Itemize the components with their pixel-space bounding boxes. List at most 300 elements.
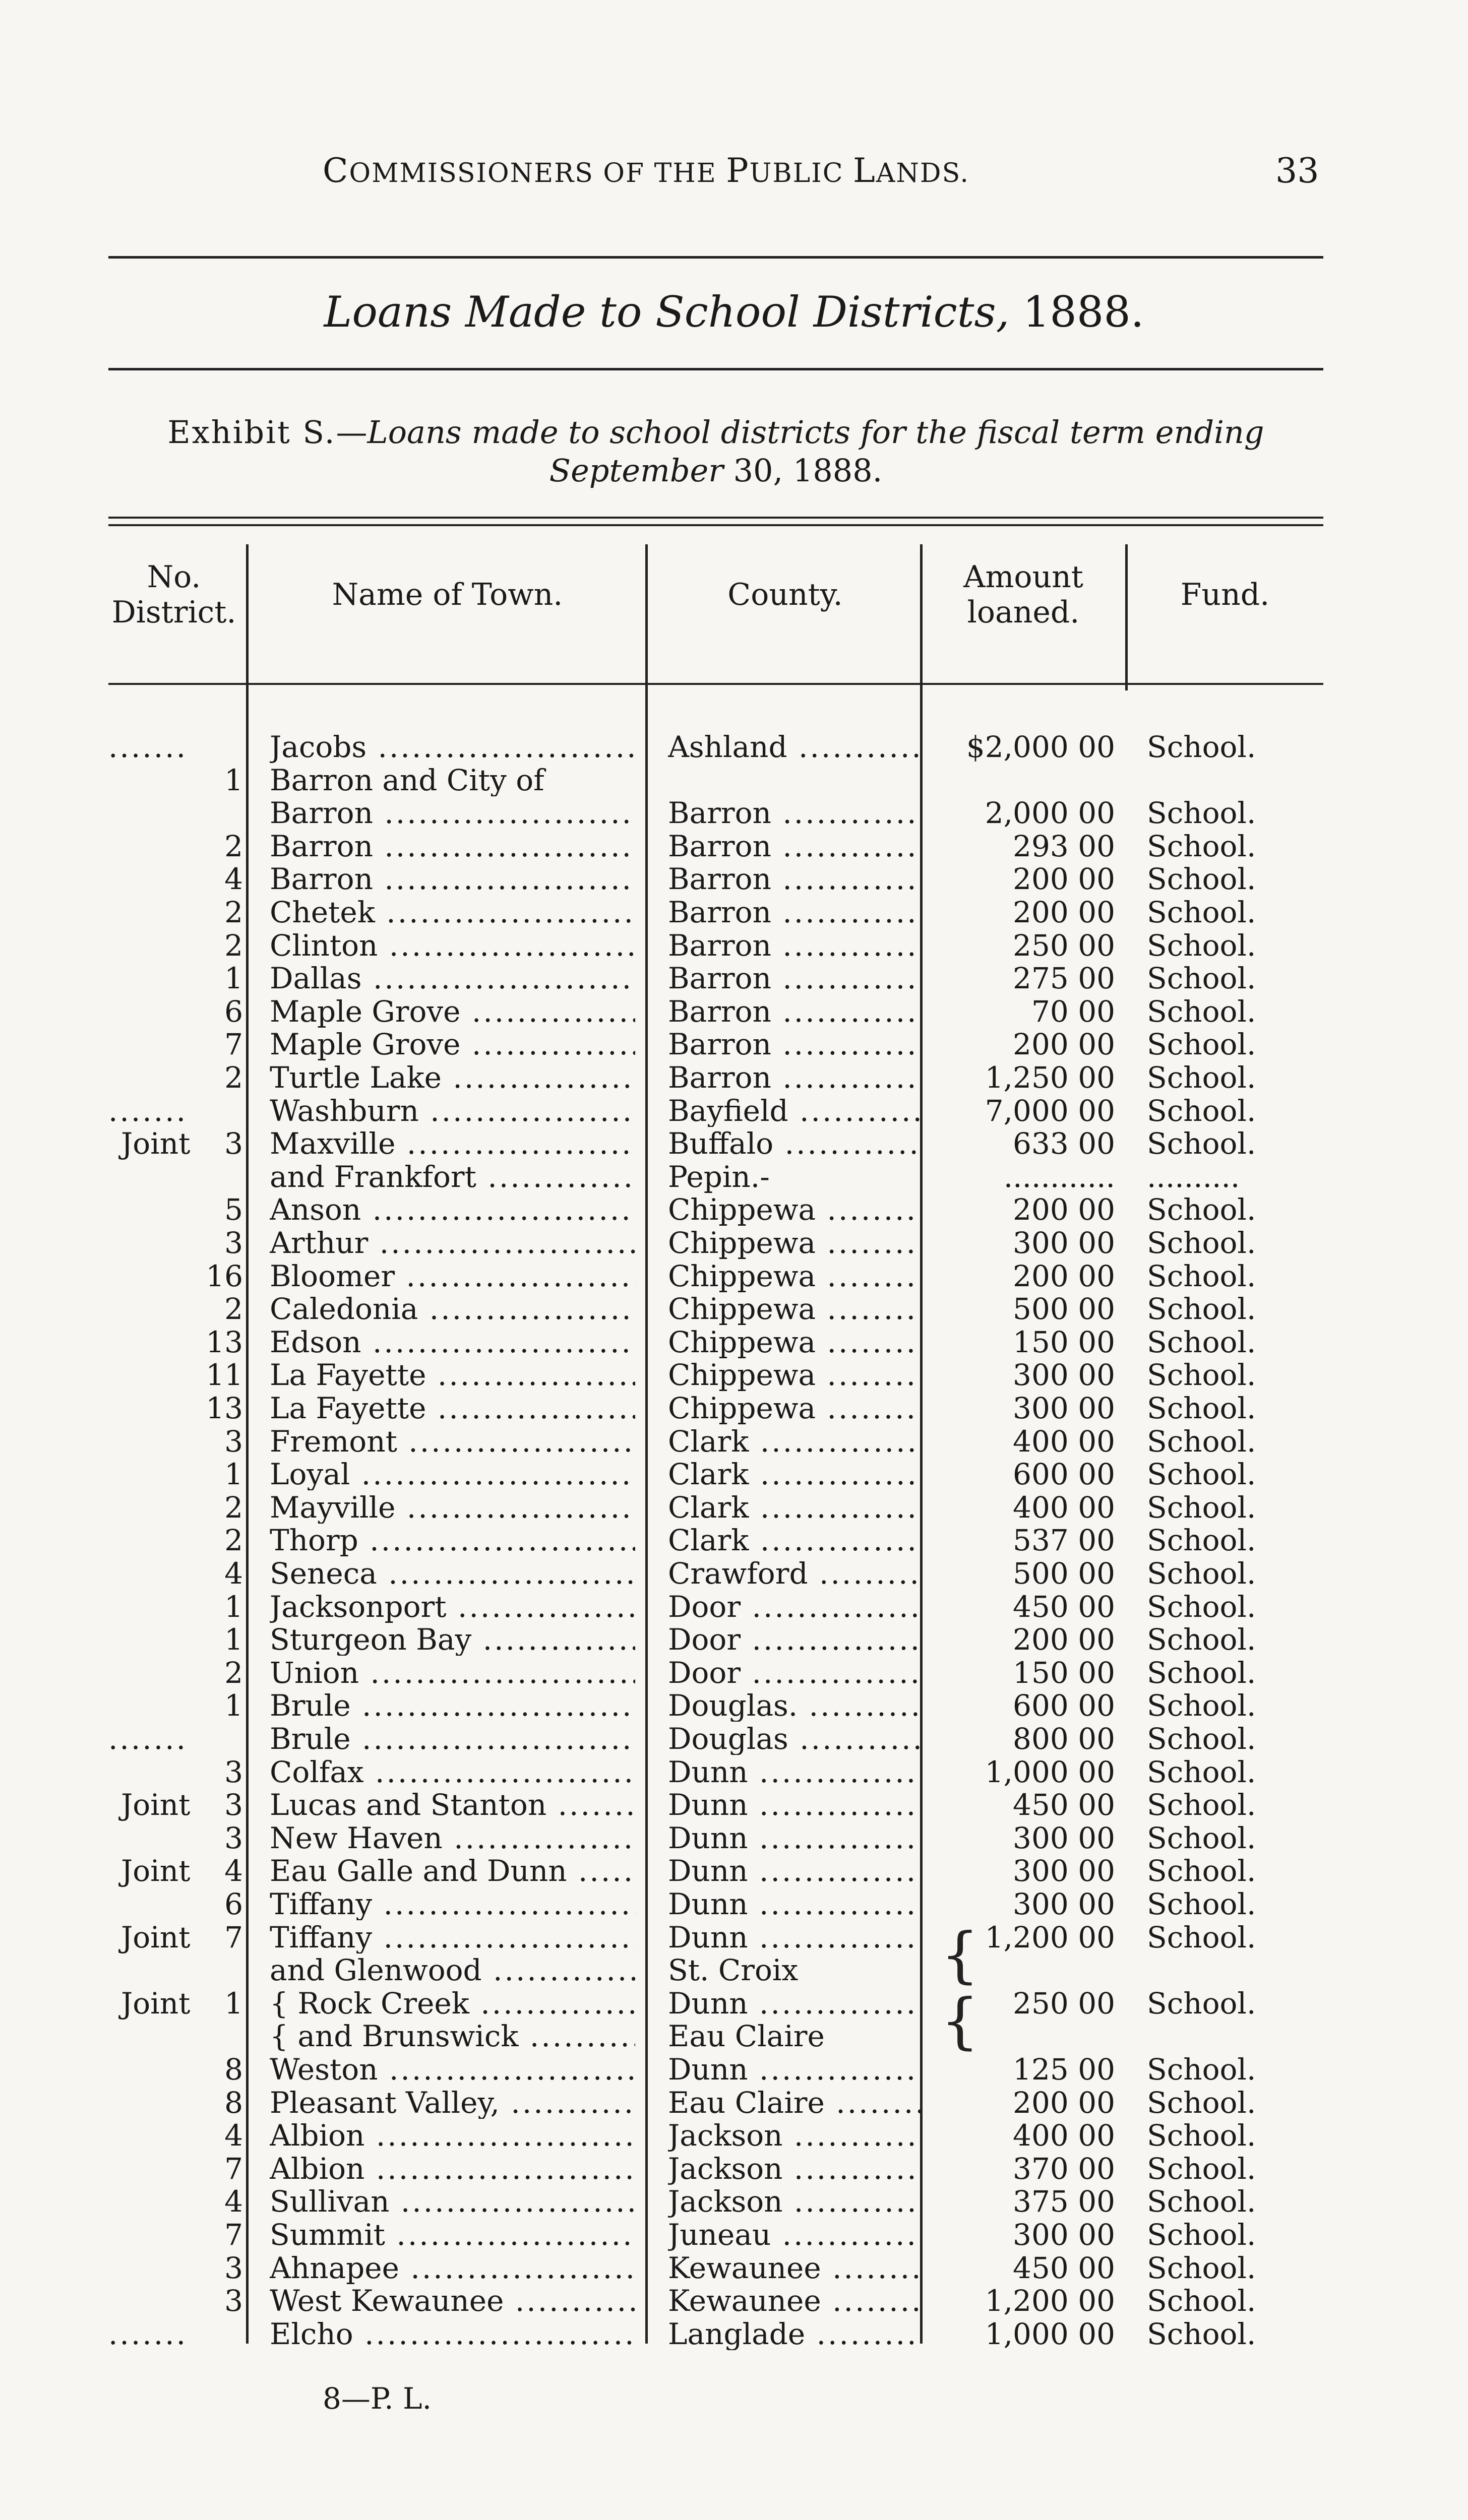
table-row [0, 1623, 1468, 1656]
district-number: ....... [108, 2316, 188, 2351]
county-name: Dunn ..... [668, 1822, 920, 1854]
town-name: Caledonia ..... [270, 1293, 635, 1325]
table-row [0, 1822, 1468, 1854]
grouping-brace: { [941, 1920, 980, 1990]
town-name: Lucas and Stanton ..... [270, 1789, 635, 1821]
county-name: Dunn ..... [668, 1987, 920, 2020]
district-number: 7 [224, 2151, 243, 2186]
fund-name: School. [1147, 1391, 1256, 1425]
district-number: 5 [224, 1192, 243, 1227]
table-row [0, 2252, 1468, 2284]
county-name: Dunn ..... [668, 1789, 920, 1821]
table-row [0, 2219, 1468, 2251]
amount-loaned: 200 00 [1013, 1027, 1115, 1062]
fund-name: School. [1147, 2118, 1256, 2153]
amount-loaned: 450 00 [1013, 1788, 1115, 1822]
town-name: Mayville ..... [270, 1491, 635, 1524]
district-number: 2 [224, 1292, 243, 1327]
town-name: Edson ..... [270, 1326, 635, 1358]
exhibit-caption: Exhibit S.—Loans made to school districts for the fiscal term ending September 30, 1888. [167, 414, 1264, 489]
district-number: 1 [224, 1457, 243, 1492]
amount-loaned: 200 00 [1013, 1192, 1115, 1227]
county-name: Door ..... [668, 1623, 920, 1656]
district-number: 6 [224, 994, 243, 1029]
district-number: 3 [224, 1788, 243, 1822]
district-number: 1 [224, 1589, 243, 1624]
amount-loaned: 1,200 00 [985, 1920, 1115, 1955]
town-name: Maple Grove ..... [270, 995, 635, 1028]
amount-loaned: 600 00 [1013, 1457, 1115, 1492]
fund-name: School. [1147, 2284, 1256, 2318]
district-number: 2 [224, 1655, 243, 1690]
table-top-rule-2 [108, 524, 1323, 526]
county-name: Chippewa ..... [668, 1359, 920, 1391]
table-row [0, 1293, 1468, 1325]
table-row [0, 2119, 1468, 2152]
town-name: and Glenwood ..... [270, 1954, 635, 1986]
table-row [0, 896, 1468, 928]
county-name: Douglas. ..... [668, 1689, 920, 1722]
town-name: { Rock Creek ..... [270, 1987, 635, 2020]
district-number: 3 [224, 2250, 243, 2285]
district-number: 13 [206, 1325, 243, 1359]
district-number: 4 [224, 2118, 243, 2153]
district-number: ....... [108, 1722, 188, 1756]
amount-loaned: 200 00 [1013, 862, 1115, 897]
table-row [0, 1260, 1468, 1292]
county-name: Jackson ..... [668, 2185, 920, 2218]
district-number: 2 [224, 928, 243, 963]
amount-loaned: 800 00 [1013, 1722, 1115, 1756]
amount-loaned: 500 00 [1013, 1292, 1115, 1327]
town-name: Maxville ..... [270, 1127, 635, 1160]
table-row [0, 1161, 1468, 1193]
district-number: 2 [224, 829, 243, 863]
title-rule [108, 368, 1323, 370]
table-row [0, 2020, 1468, 2052]
district-number: ....... [108, 1093, 188, 1128]
fund-name: School. [1147, 2250, 1256, 2285]
town-name: Tiffany ..... [270, 1921, 635, 1954]
fund-name: School. [1147, 2085, 1256, 2120]
district-number: 3 [224, 2284, 243, 2318]
town-name: La Fayette ..... [270, 1392, 635, 1424]
fund-name: School. [1147, 961, 1256, 996]
town-name: Barron ..... [270, 830, 635, 862]
table-row [0, 929, 1468, 962]
town-name: { and Brunswick ..... [270, 2020, 635, 2052]
town-name: Washburn ..... [270, 1095, 635, 1127]
district-number: 2 [224, 895, 243, 929]
fund-name: School. [1147, 1292, 1256, 1327]
column-header-county: County. [727, 577, 843, 612]
table-top-rule [108, 517, 1323, 519]
running-header: COMMISSIONERS OF THE PUBLIC LANDS. [323, 151, 969, 190]
fund-name: .......... [1147, 1159, 1240, 1194]
table-row [0, 1061, 1468, 1094]
table-row [0, 1591, 1468, 1623]
county-name: Barron ..... [668, 797, 920, 829]
table-row [0, 1491, 1468, 1524]
fund-name: School. [1147, 1226, 1256, 1260]
amount-loaned: 200 00 [1013, 2085, 1115, 2120]
district-number: 3 [224, 1226, 243, 1260]
fund-name: School. [1147, 1192, 1256, 1227]
amount-loaned: 500 00 [1013, 1556, 1115, 1591]
district-number: 1 [224, 763, 243, 797]
table-row [0, 863, 1468, 895]
town-name: Union ..... [270, 1657, 635, 1689]
county-name: Barron ..... [668, 962, 920, 994]
district-number: 1 [224, 1986, 243, 2021]
town-name: Loyal ..... [270, 1458, 635, 1490]
town-name: Tiffany ..... [270, 1888, 635, 1920]
table-row [0, 797, 1468, 829]
county-name: Crawford ..... [668, 1557, 920, 1590]
fund-name: School. [1147, 2151, 1256, 2186]
amount-loaned: 450 00 [1013, 2250, 1115, 2285]
joint-label: Joint [121, 1854, 191, 1888]
table-row [0, 1689, 1468, 1722]
fund-name: School. [1147, 1622, 1256, 1657]
fund-name: School. [1147, 1722, 1256, 1756]
table-row [0, 2153, 1468, 2185]
county-name: Chippewa ..... [668, 1227, 920, 1259]
town-name: Sullivan ..... [270, 2185, 635, 2218]
table-row [0, 731, 1468, 763]
header-rule [108, 256, 1323, 259]
table-row [0, 1756, 1468, 1788]
amount-loaned: 200 00 [1013, 1622, 1115, 1657]
fund-name: School. [1147, 1523, 1256, 1558]
fund-name: School. [1147, 829, 1256, 863]
town-name: Maple Grove ..... [270, 1028, 635, 1060]
fund-name: School. [1147, 1027, 1256, 1062]
table-row [0, 1557, 1468, 1590]
county-name: Kewaunee ..... [668, 2252, 920, 2284]
table-row [0, 2285, 1468, 2317]
signature-mark: 8—P. L. [323, 2381, 432, 2416]
column-divider [1125, 544, 1128, 690]
town-name: Barron and City of [270, 764, 544, 796]
town-name: West Kewaunee ..... [270, 2285, 635, 2317]
fund-name: School. [1147, 1788, 1256, 1822]
town-name: Ahnapee ..... [270, 2252, 635, 2284]
county-name: Chippewa ..... [668, 1193, 920, 1226]
fund-name: School. [1147, 928, 1256, 963]
header-bottom-rule [108, 683, 1323, 685]
table-row [0, 1392, 1468, 1424]
district-number: 3 [224, 1424, 243, 1459]
county-name: Clark ..... [668, 1524, 920, 1556]
district-number: 4 [224, 1854, 243, 1888]
town-name: Fremont ..... [270, 1425, 635, 1458]
town-name: Jacobs ..... [270, 731, 635, 763]
county-name: Kewaunee ..... [668, 2285, 920, 2317]
town-name: Elcho ..... [270, 2318, 635, 2350]
table-row [0, 1524, 1468, 1556]
county-name: Clark ..... [668, 1458, 920, 1490]
fund-name: School. [1147, 895, 1256, 929]
district-number: 8 [224, 2085, 243, 2120]
amount-loaned: 300 00 [1013, 2218, 1115, 2252]
county-name: Chippewa ..... [668, 1326, 920, 1358]
district-number: 7 [224, 2218, 243, 2252]
fund-name: School. [1147, 730, 1256, 764]
town-name: Weston ..... [270, 2053, 635, 2086]
fund-name: School. [1147, 1126, 1256, 1161]
amount-loaned: 400 00 [1013, 2118, 1115, 2153]
district-number: 8 [224, 2052, 243, 2087]
county-name: Douglas ..... [668, 1723, 920, 1755]
fund-name: School. [1147, 1490, 1256, 1525]
county-name: Door ..... [668, 1591, 920, 1623]
amount-loaned: 400 00 [1013, 1424, 1115, 1459]
amount-loaned: ............ [1003, 1159, 1115, 1194]
town-name: Turtle Lake ..... [270, 1061, 635, 1094]
column-header-district: No. District. [111, 559, 236, 630]
table-row [0, 2087, 1468, 2119]
fund-name: School. [1147, 1589, 1256, 1624]
town-name: Summit ..... [270, 2219, 635, 2251]
county-name: Door ..... [668, 1657, 920, 1689]
district-number: 2 [224, 1060, 243, 1095]
column-header-town: Name of Town. [332, 577, 563, 612]
fund-name: School. [1147, 1258, 1256, 1293]
county-name: Clark ..... [668, 1425, 920, 1458]
district-number: 6 [224, 1887, 243, 1921]
town-name: Arthur ..... [270, 1227, 635, 1259]
amount-loaned: 300 00 [1013, 1391, 1115, 1425]
county-name: Barron ..... [668, 896, 920, 928]
table-row [0, 1888, 1468, 1920]
town-name: Barron ..... [270, 797, 635, 829]
county-name: Jackson ..... [668, 2119, 920, 2152]
town-name: Bloomer ..... [270, 1260, 635, 1292]
county-name: Bayfield ..... [668, 1095, 920, 1127]
fund-name: School. [1147, 1688, 1256, 1723]
amount-loaned: 200 00 [1013, 1258, 1115, 1293]
district-number: 7 [224, 1920, 243, 1955]
fund-name: School. [1147, 1060, 1256, 1095]
town-name: Dallas ..... [270, 962, 635, 994]
table-row [0, 1723, 1468, 1755]
amount-loaned: 1,200 00 [985, 2284, 1115, 2318]
county-name: Chippewa ..... [668, 1392, 920, 1424]
amount-loaned: 250 00 [1013, 928, 1115, 963]
town-name: Pleasant Valley, ..... [270, 2087, 635, 2119]
fund-name: School. [1147, 2184, 1256, 2219]
district-number: 3 [224, 1820, 243, 1855]
fund-name: School. [1147, 1655, 1256, 1690]
amount-loaned: 450 00 [1013, 1589, 1115, 1624]
amount-loaned: 400 00 [1013, 1490, 1115, 1525]
amount-loaned: 300 00 [1013, 1226, 1115, 1260]
county-name: Dunn ..... [668, 1921, 920, 1954]
town-name: and Frankfort ..... [270, 1161, 635, 1193]
table-row [0, 1326, 1468, 1358]
fund-name: School. [1147, 2218, 1256, 2252]
town-name: Sturgeon Bay ..... [270, 1623, 635, 1656]
fund-name: School. [1147, 1358, 1256, 1393]
fund-name: School. [1147, 796, 1256, 831]
column-header-fund: Fund. [1180, 577, 1270, 612]
fund-name: School. [1147, 1820, 1256, 1855]
amount-loaned: 293 00 [1013, 829, 1115, 863]
fund-name: School. [1147, 1920, 1256, 1955]
district-number: 3 [224, 1126, 243, 1161]
amount-loaned: 300 00 [1013, 1820, 1115, 1855]
amount-loaned: 7,000 00 [985, 1093, 1115, 1128]
joint-label: Joint [121, 1920, 191, 1955]
table-row [0, 1127, 1468, 1160]
fund-name: School. [1147, 862, 1256, 897]
fund-name: School. [1147, 1556, 1256, 1591]
table-row [0, 962, 1468, 994]
town-name: Seneca ..... [270, 1557, 635, 1590]
town-name: Brule ..... [270, 1723, 635, 1755]
fund-name: School. [1147, 1457, 1256, 1492]
amount-loaned: 600 00 [1013, 1688, 1115, 1723]
amount-loaned: $2,000 00 [966, 730, 1115, 764]
table-row [0, 1954, 1468, 1986]
district-number: 2 [224, 1523, 243, 1558]
amount-loaned: 537 00 [1013, 1523, 1115, 1558]
county-name: Chippewa ..... [668, 1260, 920, 1292]
amount-loaned: 70 00 [1031, 994, 1115, 1029]
table-row [0, 1789, 1468, 1821]
county-name: Jackson ..... [668, 2153, 920, 2185]
table-row [0, 1987, 1468, 2020]
county-name: Barron ..... [668, 830, 920, 862]
table-row [0, 1028, 1468, 1060]
county-name: Eau Claire [668, 2020, 825, 2053]
town-name: Thorp ..... [270, 1524, 635, 1556]
county-name: Buffalo ..... [668, 1127, 920, 1160]
district-number: 16 [206, 1258, 243, 1293]
table-row [0, 1095, 1468, 1127]
county-name: Barron ..... [668, 1028, 920, 1060]
table-row [0, 764, 1468, 796]
county-name: Barron ..... [668, 995, 920, 1028]
county-name: Langlade ..... [668, 2318, 920, 2350]
district-number: 7 [224, 1027, 243, 1062]
county-name: Juneau ..... [668, 2219, 920, 2251]
page-number: 33 [1275, 151, 1319, 191]
district-number: 4 [224, 862, 243, 897]
county-name: Dunn ..... [668, 1888, 920, 1920]
amount-loaned: 150 00 [1013, 1655, 1115, 1690]
fund-name: School. [1147, 1754, 1256, 1789]
county-name: Clark ..... [668, 1491, 920, 1524]
district-number: ....... [108, 730, 188, 764]
amount-loaned: 250 00 [1013, 1986, 1115, 2021]
amount-loaned: 125 00 [1013, 2052, 1115, 2087]
table-row [0, 1657, 1468, 1689]
table-row [0, 1855, 1468, 1887]
grouping-brace: { [941, 1986, 980, 2056]
joint-label: Joint [121, 1126, 191, 1161]
table-row [0, 1921, 1468, 1954]
town-name: Brule ..... [270, 1689, 635, 1722]
county-name: Eau Claire ..... [668, 2087, 920, 2119]
amount-loaned: 1,000 00 [985, 2316, 1115, 2351]
table-row [0, 1359, 1468, 1391]
town-name: Eau Galle and Dunn ..... [270, 1855, 635, 1887]
amount-loaned: 275 00 [1013, 961, 1115, 996]
town-name: Colfax ..... [270, 1756, 635, 1788]
district-number: 1 [224, 1622, 243, 1657]
district-number: 1 [224, 961, 243, 996]
county-name: Ashland ..... [668, 731, 920, 763]
county-name: Barron ..... [668, 863, 920, 895]
table-row [0, 2185, 1468, 2218]
table-row [0, 2053, 1468, 2086]
amount-loaned: 375 00 [1013, 2184, 1115, 2219]
town-name: Anson ..... [270, 1193, 635, 1226]
table-row [0, 1425, 1468, 1458]
town-name: Jacksonport ..... [270, 1591, 635, 1623]
fund-name: School. [1147, 2316, 1256, 2351]
county-name: Barron ..... [668, 1061, 920, 1094]
town-name: Albion ..... [270, 2119, 635, 2152]
joint-label: Joint [121, 1986, 191, 2021]
county-name: Dunn ..... [668, 2053, 920, 2086]
town-name: New Haven ..... [270, 1822, 635, 1854]
district-number: 4 [224, 1556, 243, 1591]
amount-loaned: 300 00 [1013, 1854, 1115, 1888]
table-row [0, 995, 1468, 1028]
table-row [0, 830, 1468, 862]
fund-name: School. [1147, 1093, 1256, 1128]
county-name: Chippewa ..... [668, 1293, 920, 1325]
town-name: Barron ..... [270, 863, 635, 895]
fund-name: School. [1147, 1986, 1256, 2021]
district-number: 2 [224, 1490, 243, 1525]
district-number: 13 [206, 1391, 243, 1425]
amount-loaned: 370 00 [1013, 2151, 1115, 2186]
district-number: 1 [224, 1688, 243, 1723]
town-name: La Fayette ..... [270, 1359, 635, 1391]
table-row [0, 1227, 1468, 1259]
fund-name: School. [1147, 1424, 1256, 1459]
joint-label: Joint [121, 1788, 191, 1822]
amount-loaned: 150 00 [1013, 1325, 1115, 1359]
amount-loaned: 2,000 00 [985, 796, 1115, 831]
column-header-amount: Amount loaned. [963, 559, 1083, 630]
table-row [0, 1193, 1468, 1226]
county-name: Dunn ..... [668, 1855, 920, 1887]
table-row [0, 1458, 1468, 1490]
amount-loaned: 633 00 [1013, 1126, 1115, 1161]
county-name: Barron ..... [668, 929, 920, 962]
district-number: 4 [224, 2184, 243, 2219]
section-title: Loans Made to School Districts, 1888. [324, 287, 1144, 337]
county-name: Dunn ..... [668, 1756, 920, 1788]
fund-name: School. [1147, 1325, 1256, 1359]
town-name: Albion ..... [270, 2153, 635, 2185]
town-name: Clinton ..... [270, 929, 635, 962]
county-name: St. Croix [668, 1954, 799, 1987]
district-number: 3 [224, 1754, 243, 1789]
amount-loaned: 200 00 [1013, 895, 1115, 929]
amount-loaned: 1,000 00 [985, 1754, 1115, 1789]
fund-name: School. [1147, 994, 1256, 1029]
district-number: 11 [206, 1358, 243, 1393]
town-name: Chetek ..... [270, 896, 635, 928]
table-row [0, 2318, 1468, 2350]
fund-name: School. [1147, 2052, 1256, 2087]
